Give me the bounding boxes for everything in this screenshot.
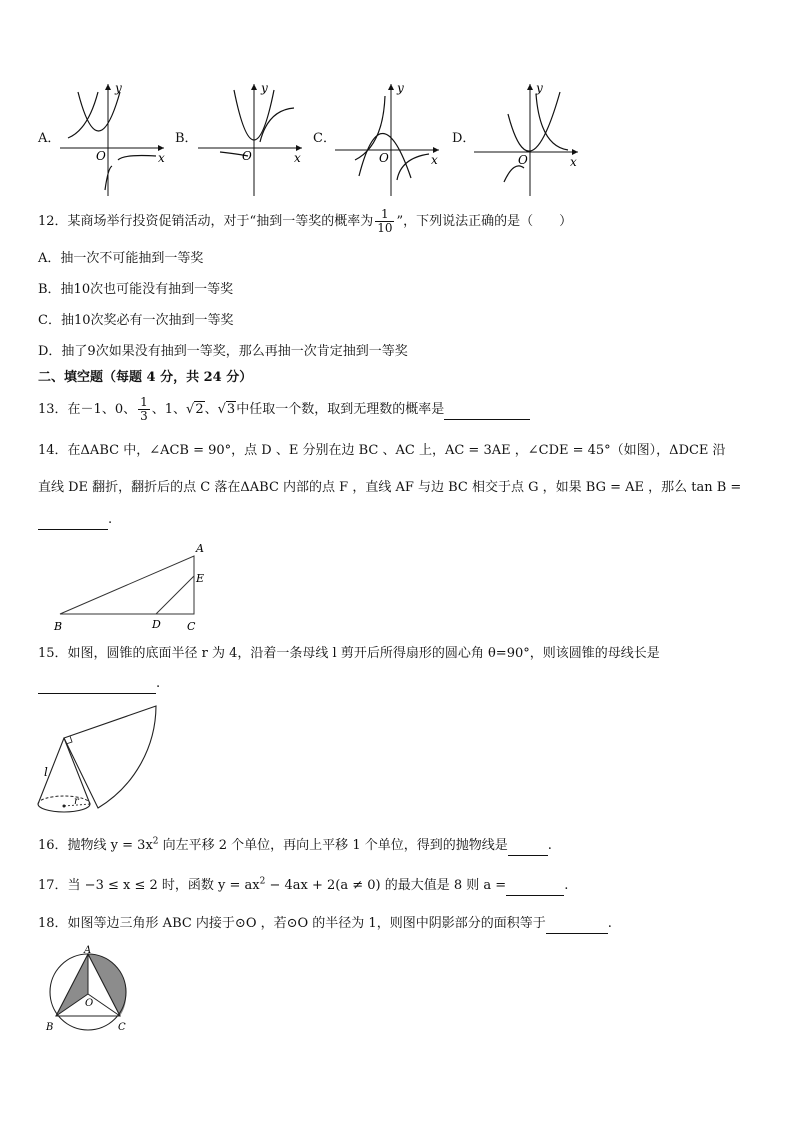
x-axis-label: x <box>431 153 438 167</box>
graph-d <box>474 80 584 196</box>
question-12-stem: 12．某商场举行投资促销活动，对于“抽到一等奖的概率为 $\frac{1}{10}$ ”，下列说法正确的是（ ） <box>38 207 573 235</box>
answer-blank <box>506 877 564 896</box>
question-15-line-2: . <box>38 675 160 694</box>
x-axis-label: x <box>570 155 577 169</box>
question-14-line-2: 直线 DE 翻折，翻折后的点 C 落在ΔABC 内部的点 F ，直线 AF 与边 BC 相交于点 G ，如果 BG = AE ，那么 tan B = <box>38 480 742 495</box>
y-axis-label: y <box>536 81 543 95</box>
cone-figure <box>30 700 164 822</box>
vertex-a-label: A <box>196 542 204 555</box>
slant-height-label: l <box>44 765 48 779</box>
center-o-label: O <box>85 998 94 1009</box>
section-heading: 二、填空题（每题 4 分，共 24 分） <box>38 370 253 385</box>
question-13-stem: 13．在－1、0、 $\frac{1}{3}$ 、1、√2、√3中任取一个数，取到无理数的概率是 <box>38 396 530 423</box>
origin-label: O <box>379 151 389 165</box>
radius-label: r <box>74 796 79 807</box>
vertex-c-label: C <box>187 620 196 633</box>
question-12-option-a: A．抽一次不可能抽到一等奖 <box>38 251 204 266</box>
question-17-stem: 17．当 −3 ≤ x ≤ 2 时，函数 $y = ax^2 - 4ax + 2(a \ne 0)$ 的最大值是 8 则 a = . <box>38 877 568 896</box>
y-axis-label: y <box>115 81 122 95</box>
option-a-label: A． <box>38 131 61 146</box>
graph-b <box>198 80 308 196</box>
question-14-line-1: 14．在ΔABC 中，∠ACB = 90°，点 D 、E 分别在边 BC 、AC 上，AC = 3AE ，∠CDE = 45°（如图），ΔDCE 沿 <box>38 443 726 458</box>
option-c-label: C． <box>313 131 336 146</box>
graph-c <box>335 80 445 196</box>
fraction-1-3: $\frac{1}{3}$ <box>140 395 148 423</box>
question-12-option-b: B．抽10次也可能没有抽到一等奖 <box>38 282 234 297</box>
origin-label: O <box>242 149 252 163</box>
point-e-label: E <box>196 572 205 585</box>
x-axis-label: x <box>158 151 165 165</box>
answer-blank <box>508 837 548 856</box>
question-12-option-d: D．抽了9次如果没有抽到一等奖，那么再抽一次肯定抽到一等奖 <box>38 344 408 359</box>
circle-triangle-figure <box>40 944 136 1036</box>
question-18-stem: 18．如图等边三角形 ABC 内接于⊙O ，若⊙O 的半径为 1，则图中阴影部分的面积等于 . <box>38 915 612 934</box>
point-d-label: D <box>152 618 161 631</box>
question-15-line-1: 15．如图，圆锥的底面半径 r 为 4，沿着一条母线 l 剪开后所得扇形的圆心角 θ=90°，则该圆锥的母线长是 <box>38 646 660 661</box>
answer-blank <box>444 401 530 420</box>
triangle-figure <box>52 540 212 636</box>
answer-blank <box>38 511 108 530</box>
answer-blank <box>38 675 156 694</box>
origin-label: O <box>518 153 528 167</box>
option-b-label: B． <box>175 131 198 146</box>
answer-blank <box>546 915 608 934</box>
graph-a <box>60 80 170 196</box>
option-d-label: D． <box>452 131 476 146</box>
y-axis-label: y <box>397 81 404 95</box>
vertex-c-label: C <box>118 1022 126 1033</box>
question-16-stem: 16．抛物线 $y = 3x^2$ 向左平移 2 个单位，再向上平移 1 个单位，得到的抛物线是 . <box>38 837 552 856</box>
x-axis-label: x <box>294 151 301 165</box>
origin-label: O <box>96 149 106 163</box>
vertex-b-label: B <box>46 1022 54 1033</box>
fraction-1-10: $\frac{1}{10}$ <box>377 207 393 235</box>
question-14-line-3: . <box>38 511 112 530</box>
y-axis-label: y <box>261 81 268 95</box>
question-12-option-c: C．抽10次奖必有一次抽到一等奖 <box>38 313 234 328</box>
vertex-a-label: A <box>84 945 92 956</box>
vertex-b-label: B <box>54 620 63 633</box>
